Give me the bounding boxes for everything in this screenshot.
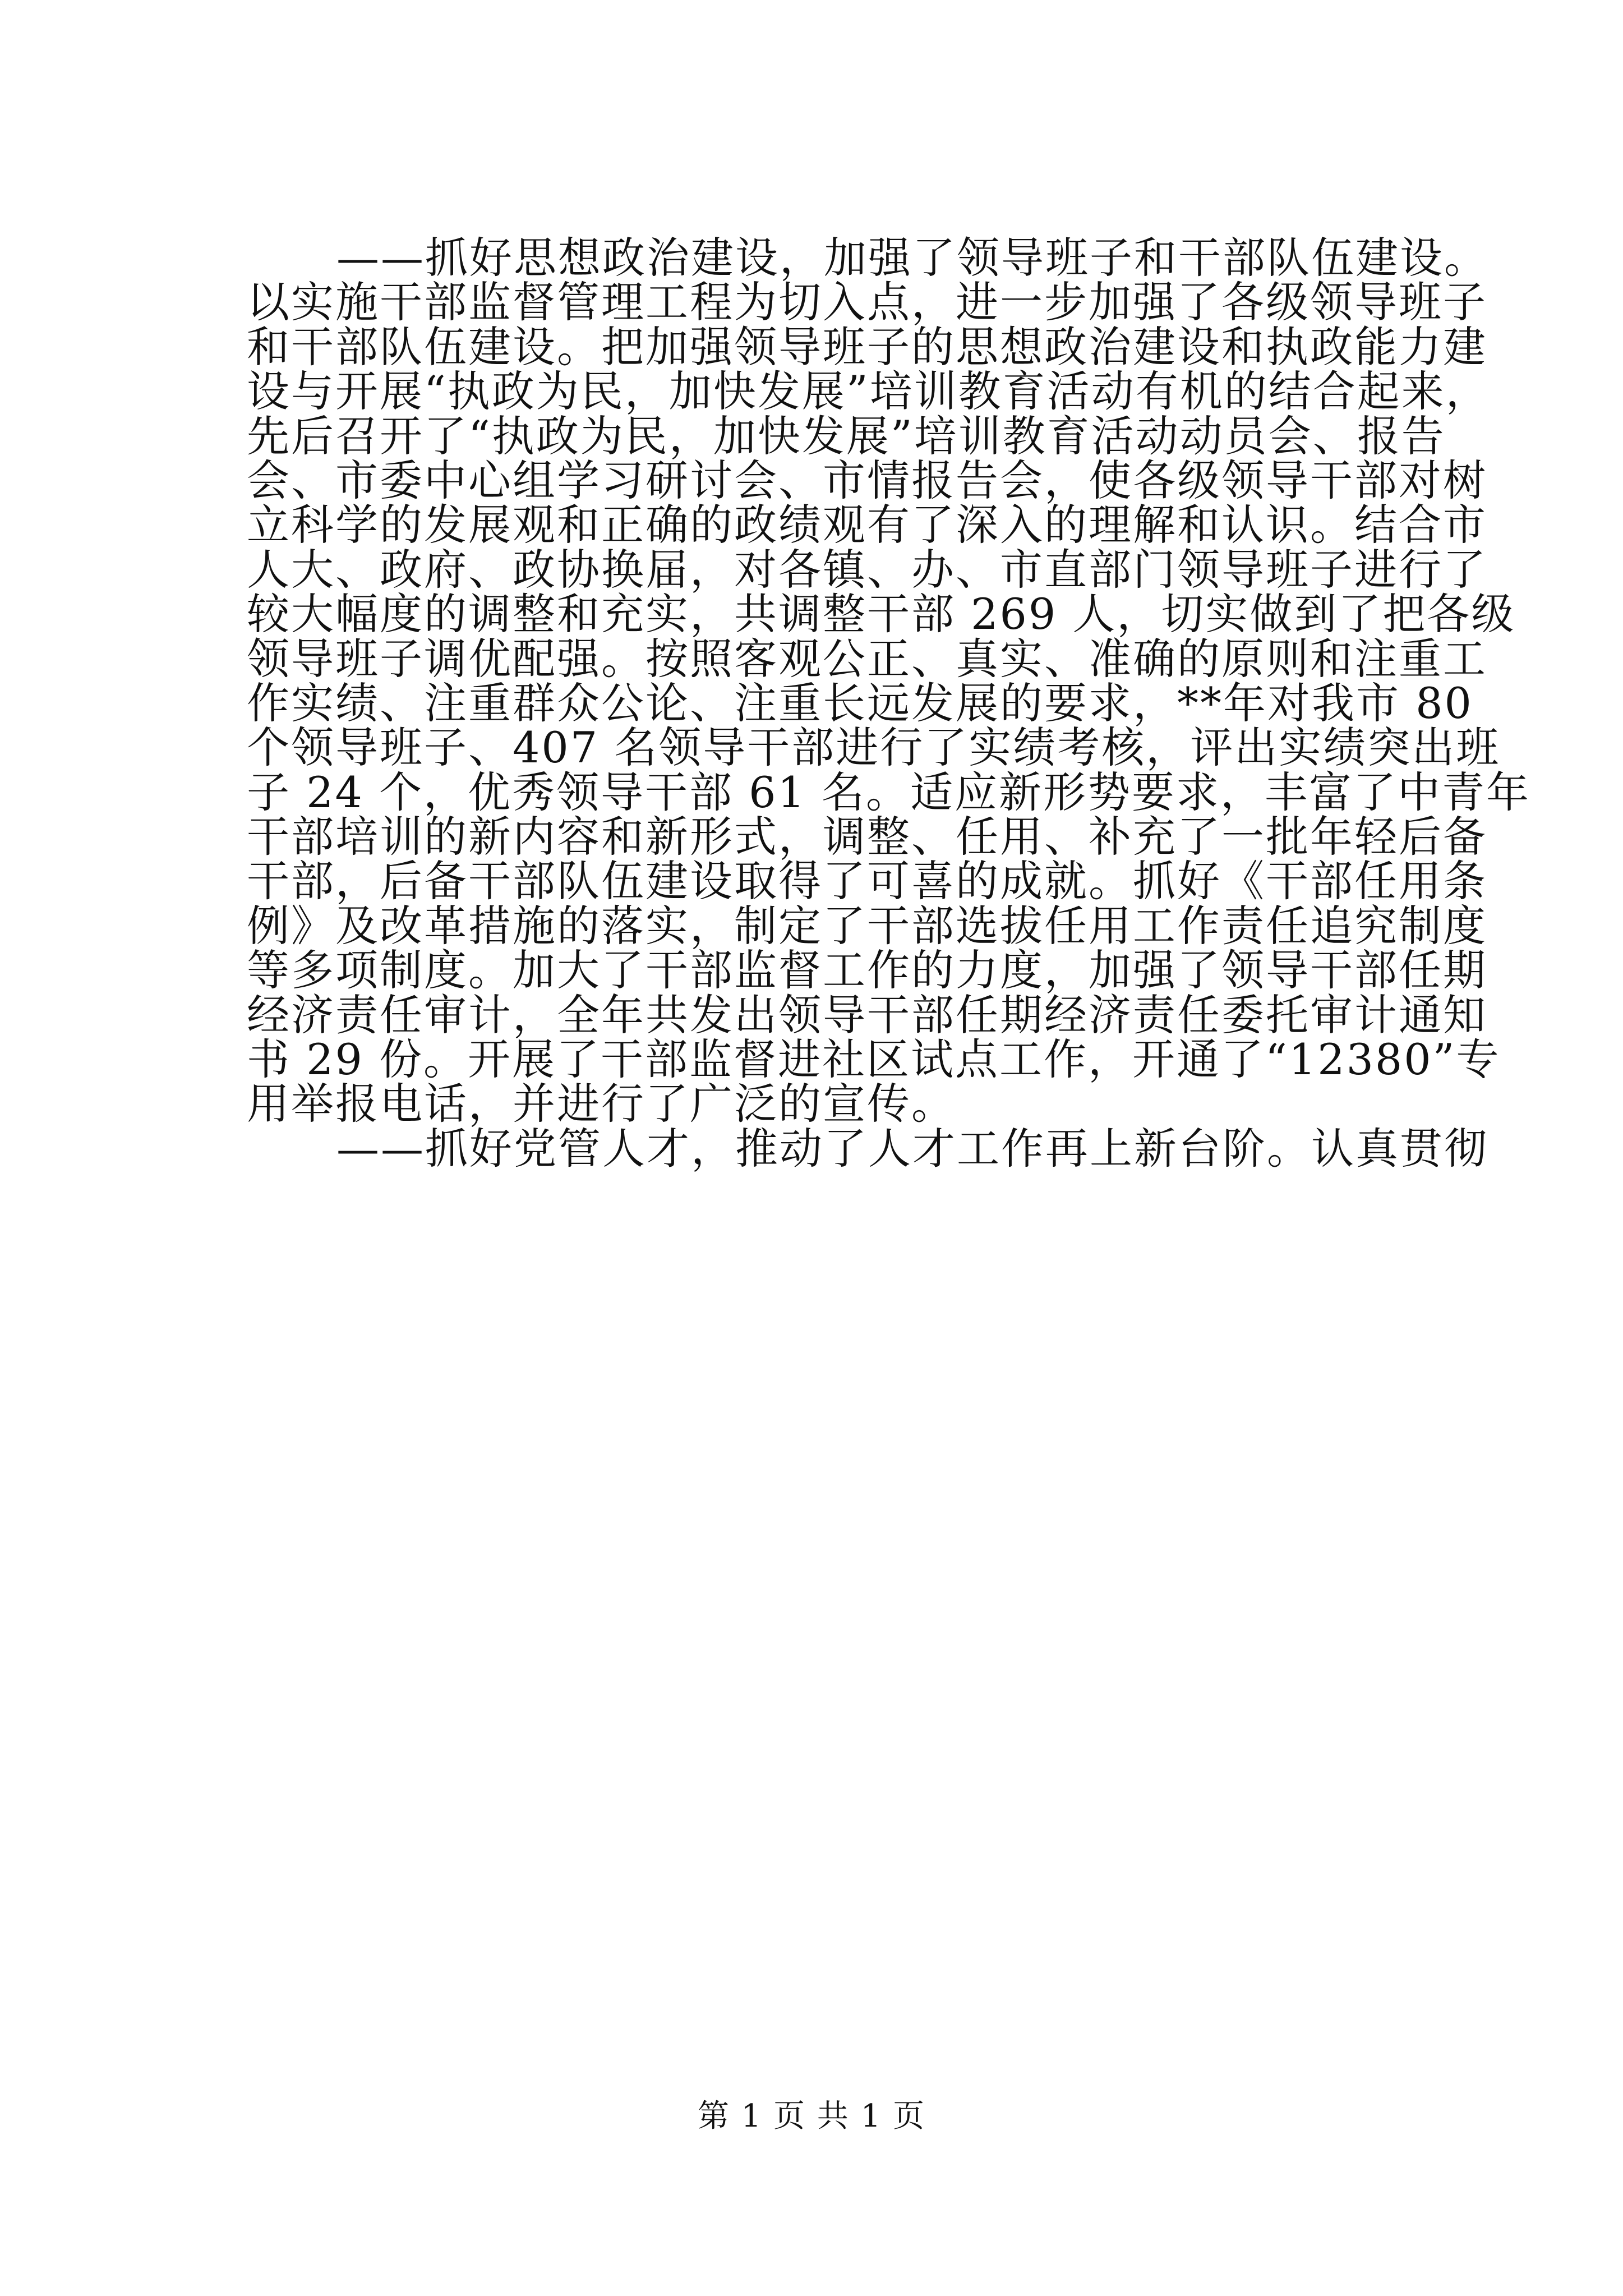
- paragraph-1-line-9: 较大幅度的调整和充实，共调整干部 269 人，切实做到了把各级: [247, 589, 1516, 639]
- paragraph-1-line-14: 干部培训的新内容和新形式，调整、任用、补充了一批年轻后备: [247, 812, 1487, 862]
- paragraph-1-line-18: 经济责任审计，全年共发出领导干部任期经济责任委托审计通知: [247, 990, 1487, 1040]
- paragraph-1-line-8: 人大、政府、政协换届，对各镇、办、市直部门领导班子进行了: [247, 544, 1487, 595]
- paragraph-1-line-12: 个领导班子、407 名领导干部进行了实绩考核，评出实绩突出班: [247, 723, 1501, 773]
- paragraph-1-line-1: ——抓好思想政治建设，加强了领导班子和干部队伍建设。: [336, 233, 1488, 283]
- paragraph-1-line-7: 立科学的发展观和正确的政绩观有了深入的理解和认识。结合市: [247, 500, 1487, 550]
- paragraph-1-line-17: 等多项制度。加大了干部监督工作的力度，加强了领导干部任期: [247, 945, 1487, 996]
- paragraph-1-line-15: 干部，后备干部队伍建设取得了可喜的成就。抓好《干部任用条: [247, 856, 1487, 907]
- paragraph-1-line-6: 会、市委中心组学习研讨会、市情报告会，使各级领导干部对树: [247, 455, 1487, 505]
- paragraph-1-line-10: 领导班子调优配强。按照客观公正、真实、准确的原则和注重工: [247, 633, 1487, 684]
- paragraph-1-line-20: 用举报电话，并进行了广泛的宣传。: [247, 1079, 956, 1129]
- paragraph-1-line-5: 先后召开了“执政为民，加快发展”培训教育活动动员会、报告: [247, 411, 1446, 461]
- paragraph-1-line-16: 例》及改革措施的落实，制定了干部选拔任用工作责任追究制度: [247, 900, 1487, 951]
- paragraph-1-line-11: 作实绩、注重群众公论、注重长远发展的要求，**年对我市 80: [247, 678, 1473, 728]
- paragraph-1-line-2: 以实施干部监督管理工程为切入点，进一步加强了各级领导班子: [247, 277, 1487, 328]
- paragraph-1-line-4: 设与开展“执政为民，加快发展”培训教育活动有机的结合起来，: [247, 366, 1490, 417]
- paragraph-1-line-13: 子 24 个，优秀领导干部 61 名。适应新形势要求，丰富了中青年: [247, 767, 1531, 817]
- document-body: [247, 233, 1531, 1174]
- paragraph-1-line-3: 和干部队伍建设。把加强领导班子的思想政治建设和执政能力建: [247, 321, 1487, 372]
- page-number-footer: 第 1 页 共 1 页: [697, 2098, 926, 2134]
- paragraph-1-line-19: 书 29 份。开展了干部监督进社区试点工作，开通了“12380”专: [247, 1034, 1501, 1085]
- paragraph-2-line-1: ——抓好党管人才，推动了人才工作再上新台阶。认真贯彻: [336, 1123, 1488, 1174]
